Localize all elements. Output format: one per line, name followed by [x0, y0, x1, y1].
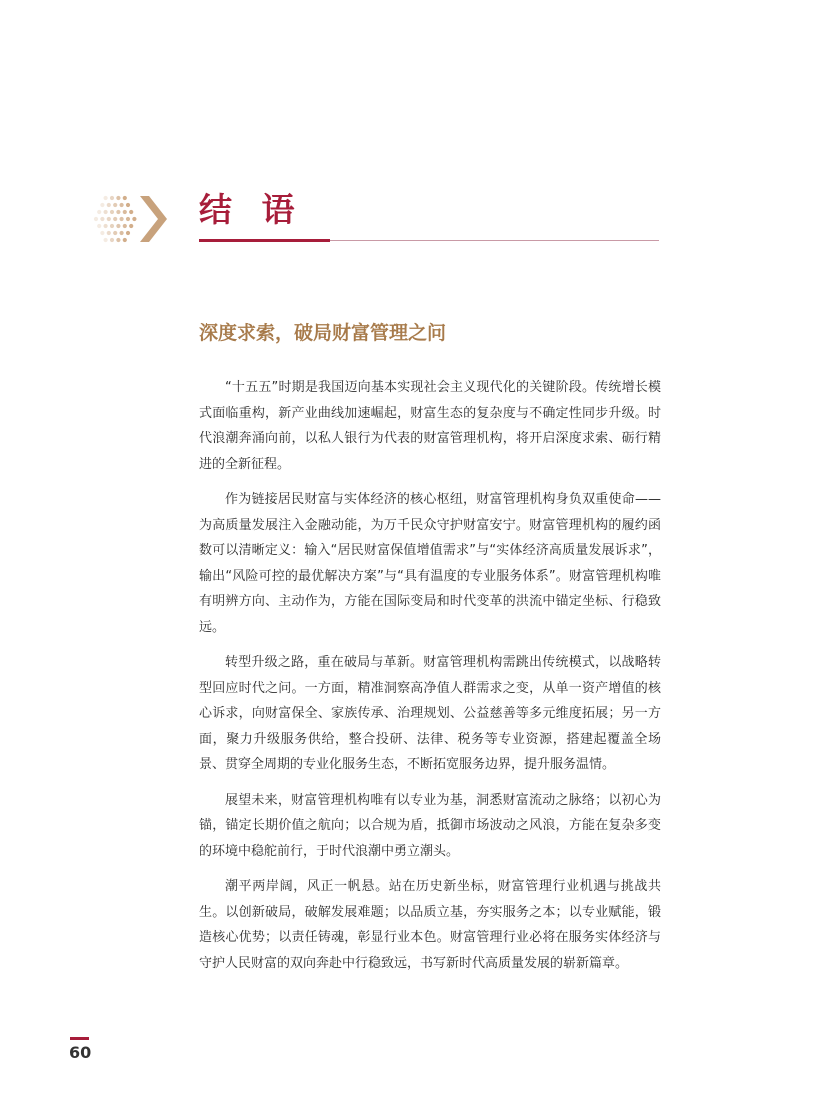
chevron-dots-icon — [92, 192, 170, 246]
paragraph: “十五五”时期是我国迈向基本实现社会主义现代化的关键阶段。传统增长模式面临重构，新产业曲线加速崛起，财富生态的复杂度与不确定性同步升级。时代浪潮奔涌向前，以私人银行为代表的财富管理机构，将开启深度求索、砺行精进的全新征程。 — [199, 380, 661, 472]
chapter-title: 结 语 — [199, 190, 304, 229]
paragraph: 展望未来，财富管理机构唯有以专业为基，洞悉财富流动之脉络；以初心为锚，锚定长期价值之航向；以合规为盾，抵御市场波动之风浪，方能在复杂多变的环境中稳舵前行，于时代浪潮中勇立潮头。 — [199, 792, 661, 859]
paragraph: 转型升级之路，重在破局与革新。财富管理机构需跳出传统模式，以战略转型回应时代之问。一方面，精准洞察高净值人群需求之变，从单一资产增值的核心诉求，向财富保全、家族传承、治理规划、公益慈善等多元维度拓展；另一方面，聚力升级服务供给，整合投研、法律、税务等专业资源，搭建起覆盖全场景、贯穿全周期的专业化服务生态，不断拓宽服务边界，提升服务温情。 — [199, 655, 661, 772]
title-accent-bar — [199, 239, 330, 242]
paragraph: 潮平两岸阔，风正一帆悬。站在历史新坐标，财富管理行业机遇与挑战共生。以创新破局，破解发展难题；以品质立基，夯实服务之本；以专业赋能，锻造核心优势；以责任铸魂，彰显行业本色。财富管理行业必将在服务实体经济与守护人民财富的双向奔赴中行稳致远，书写新时代高质量发展的崭新篇章。 — [199, 879, 661, 971]
body-text — [199, 375, 661, 986]
page-number: 60 — [69, 1043, 92, 1062]
page-number-mark — [70, 1037, 89, 1040]
chevron-icon — [140, 196, 167, 242]
section-heading: 深度求索，破局财富管理之问 — [199, 322, 447, 344]
paragraph: 作为链接居民财富与实体经济的核心枢纽，财富管理机构身负双重使命——为高质量发展注入金融动能，为万千民众守护财富安宁。财富管理机构的履约函数可以清晰定义：输入“居民财富保值增值需求”与“实体经济高质量发展诉求”，输出“风险可控的最优解决方案”与“具有温度的专业服务体系”。财富管理机构唯有明辨方向、主动作为，方能在国际变局和时代变革的洪流中锚定坐标、行稳致远。 — [199, 492, 661, 635]
